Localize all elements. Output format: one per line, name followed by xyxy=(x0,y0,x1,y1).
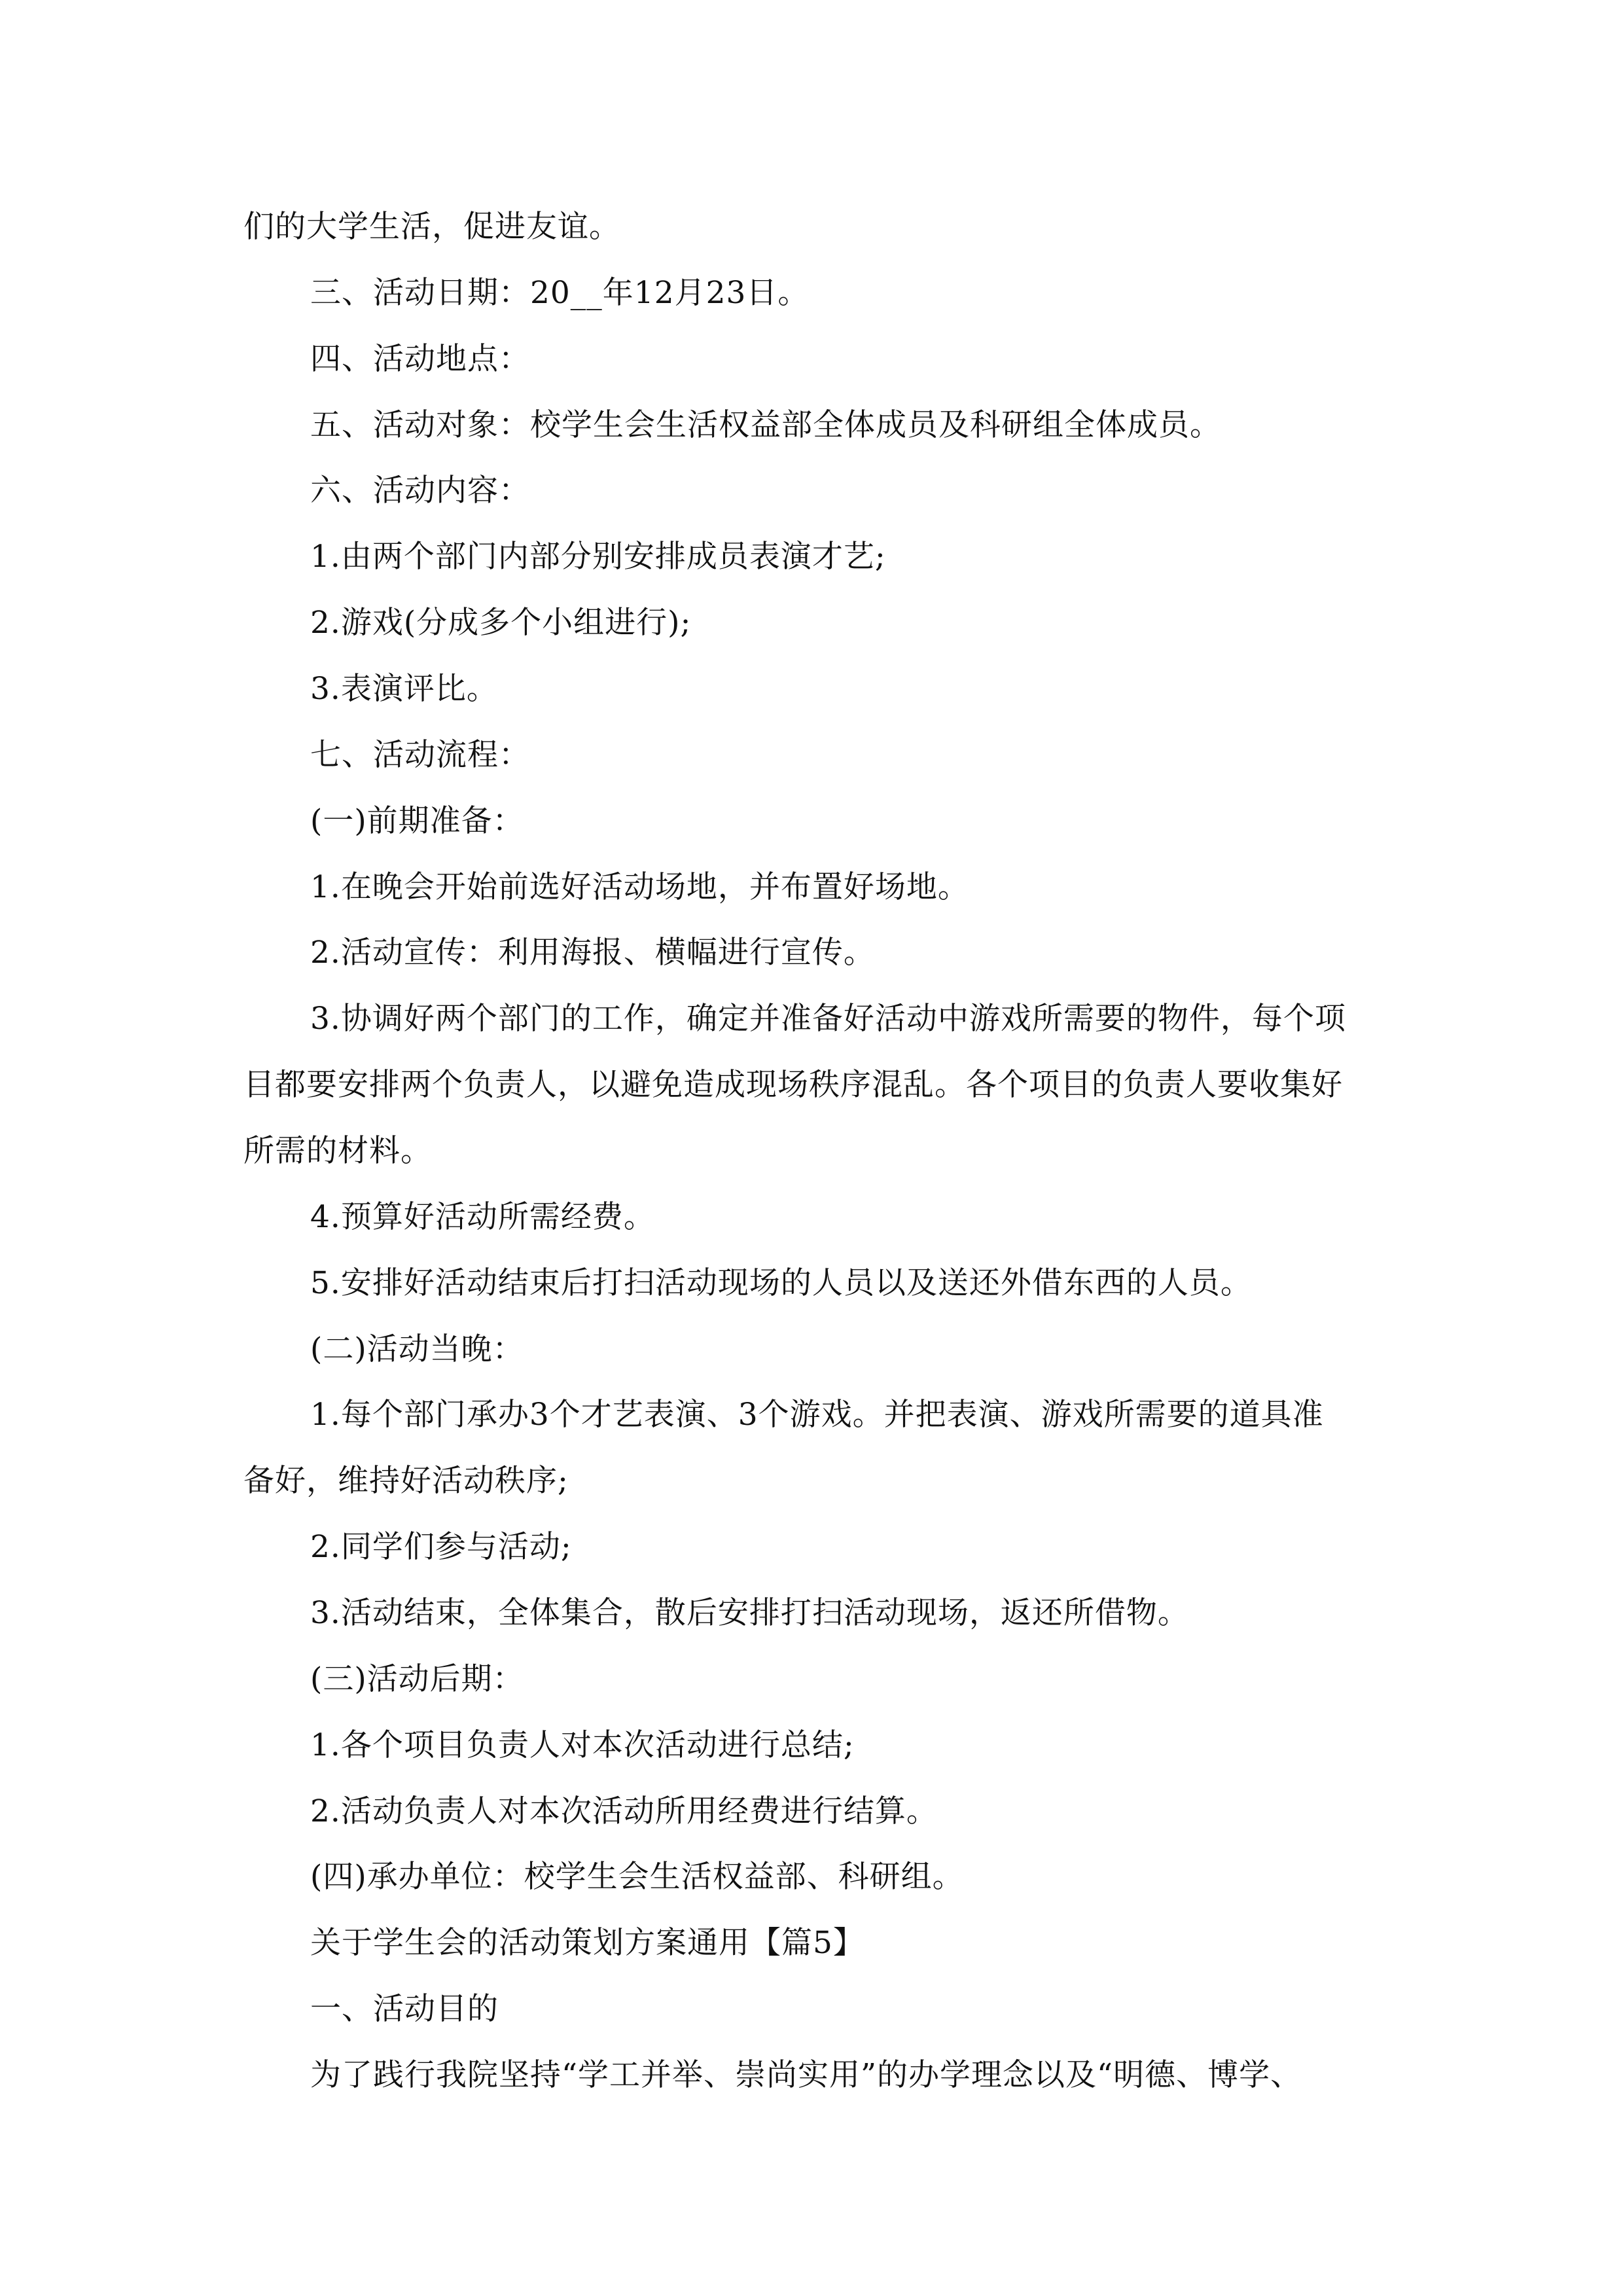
text-line-15: 所需的材料。 xyxy=(243,1133,432,1169)
text-line-2: 三、活动日期：20__年12月23日。 xyxy=(310,275,810,311)
text-line-8: 3.表演评比。 xyxy=(310,671,498,707)
text-line-13: 3.协调好两个部门的工作，确定并准备好活动中游戏所需要的物件，每个项 xyxy=(310,1001,1346,1037)
text-line-28: 一、活动目的 xyxy=(310,1991,499,2027)
text-line-6: 1.由两个部门内部分别安排成员表演才艺; xyxy=(310,539,886,575)
text-line-17: 5.安排好活动结束后打扫活动现场的人员以及送还外借东西的人员。 xyxy=(310,1265,1252,1301)
text-line-16: 4.预算好活动所需经费。 xyxy=(310,1199,655,1235)
text-line-26: (四)承办单位：校学生会生活权益部、科研组。 xyxy=(310,1859,964,1895)
text-line-9: 七、活动流程： xyxy=(310,737,530,773)
text-line-21: 2.同学们参与活动; xyxy=(310,1529,572,1565)
text-line-23: (三)活动后期： xyxy=(310,1661,524,1697)
text-line-25: 2.活动负责人对本次活动所用经费进行结算。 xyxy=(310,1793,938,1829)
text-line-29: 为了践行我院坚持“学工并举、崇尚实用”的办学理念以及“明德、博学、 xyxy=(310,2057,1302,2093)
text-line-11: 1.在晚会开始前选好活动场地，并布置好场地。 xyxy=(310,869,969,905)
text-line-5: 六、活动内容： xyxy=(310,473,530,509)
text-line-14: 目都要安排两个负责人，以避免造成现场秩序混乱。各个项目的负责人要收集好 xyxy=(243,1067,1343,1103)
section-heading: 关于学生会的活动策划方案通用【篇5】 xyxy=(310,1925,865,1961)
text-line-12: 2.活动宣传：利用海报、横幅进行宣传。 xyxy=(310,935,875,971)
text-line-19: 1.每个部门承办3个才艺表演、3个游戏。并把表演、游戏所需要的道具准 xyxy=(310,1397,1324,1433)
text-line-7: 2.游戏(分成多个小组进行); xyxy=(310,605,692,641)
text-line-18: (二)活动当晚： xyxy=(310,1331,524,1367)
text-line-22: 3.活动结束，全体集合，散后安排打扫活动现场，返还所借物。 xyxy=(310,1595,1189,1631)
text-line-24: 1.各个项目负责人对本次活动进行总结; xyxy=(310,1727,855,1763)
text-line-4: 五、活动对象：校学生会生活权益部全体成员及科研组全体成员。 xyxy=(310,407,1221,443)
text-line-20: 备好，维持好活动秩序; xyxy=(243,1463,569,1499)
text-line-1: 们的大学生活，促进友谊。 xyxy=(243,209,620,245)
text-line-3: 四、活动地点： xyxy=(310,341,530,377)
text-line-10: (一)前期准备： xyxy=(310,803,524,839)
